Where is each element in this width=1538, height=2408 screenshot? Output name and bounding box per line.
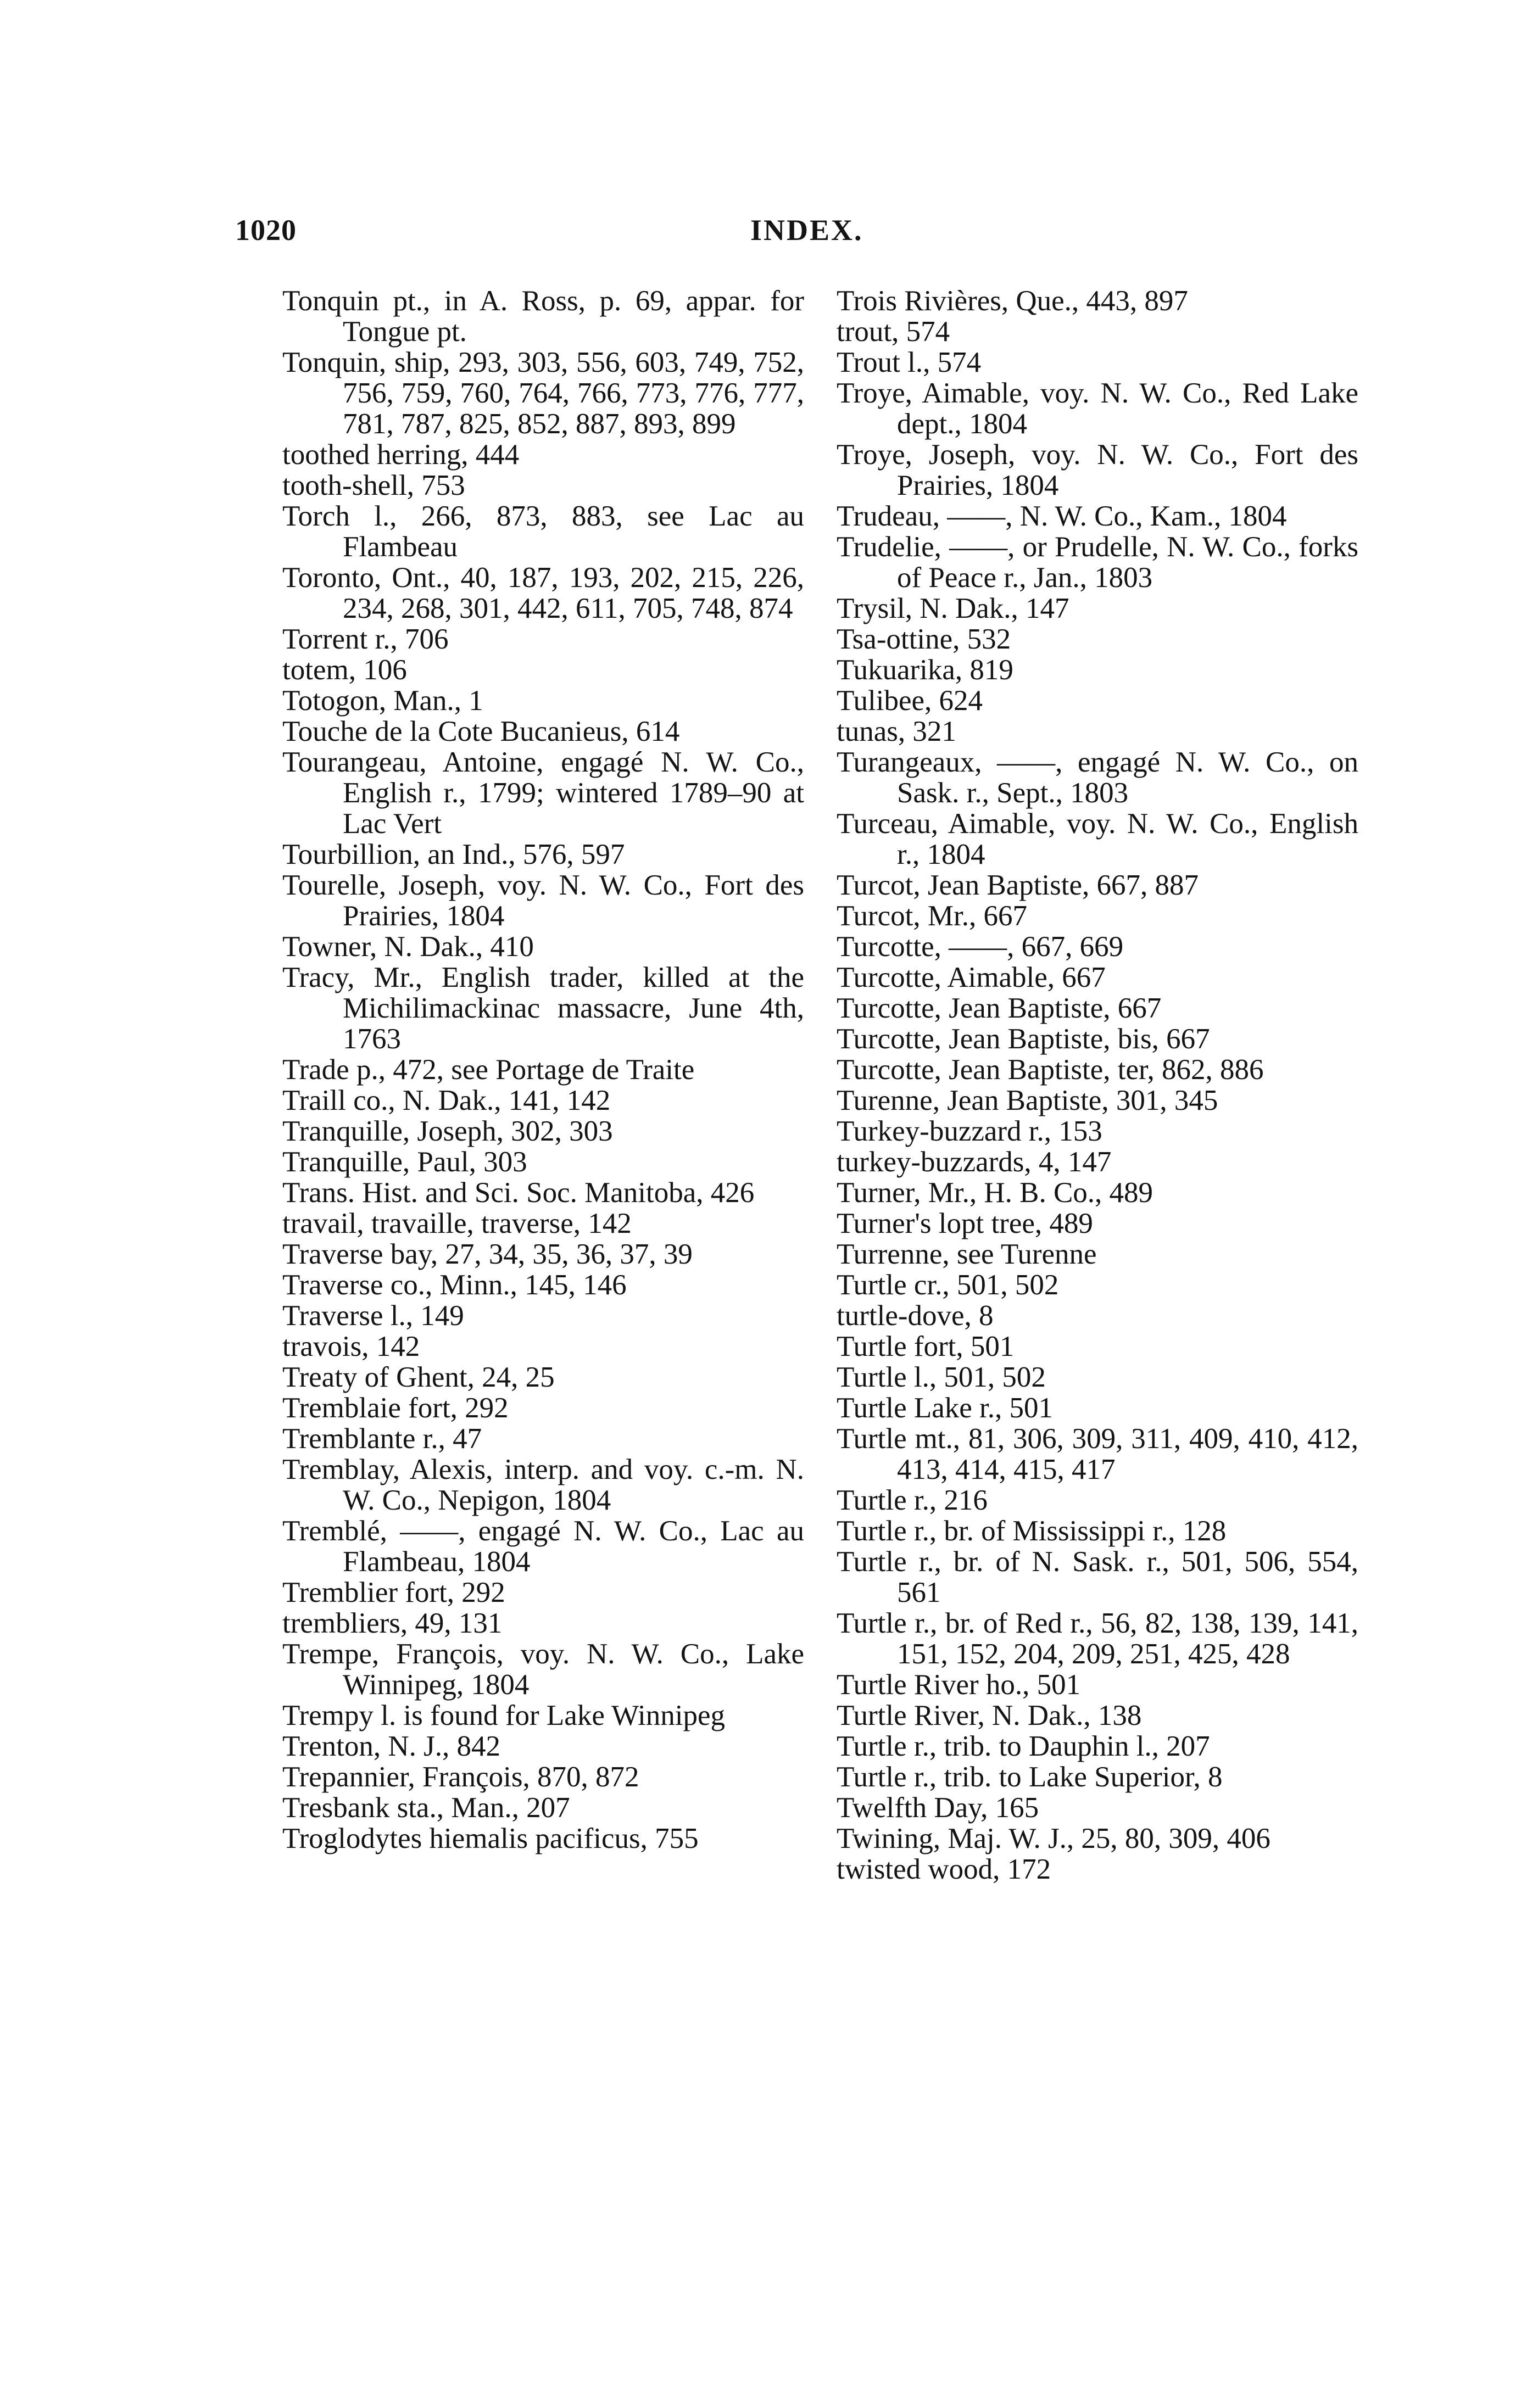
index-entry: turkey-buzzards, 4, 147	[837, 1146, 1112, 1178]
index-entry: Tulibee, 624	[837, 685, 983, 717]
index-entry: Turkey-buzzard r., 153	[837, 1115, 1102, 1147]
index-entry: Tremblier fort, 292	[282, 1577, 505, 1608]
index-column-left	[282, 286, 804, 1854]
index-entry: Turtle r., br. of N. Sask. r., 501, 506, 554, 561	[837, 1546, 1358, 1608]
index-entry: tooth-shell, 753	[282, 470, 465, 501]
index-entry: Trudeau, ——, N. W. Co., Kam., 1804	[837, 500, 1287, 532]
index-entry: travail, travaille, traverse, 142	[282, 1208, 632, 1239]
index-entry: Tukuarika, 819	[837, 654, 1013, 686]
index-entry: Turcotte, Jean Baptiste, 667	[837, 992, 1162, 1024]
index-entry: Torrent r., 706	[282, 623, 449, 655]
index-entry: Trenton, N. J., 842	[282, 1730, 501, 1762]
index-entry: Tracy, Mr., English trader, killed at the Michilimackinac massacre, June 4th, 1763	[282, 962, 804, 1055]
index-entry: Trysil, N. Dak., 147	[837, 593, 1069, 624]
index-entry: Turcotte, Jean Baptiste, ter, 862, 886	[837, 1054, 1264, 1086]
index-entry: Troye, Joseph, voy. N. W. Co., Fort des Prairies, 1804	[837, 439, 1358, 501]
index-entry: Turtle r., br. of Red r., 56, 82, 138, 139, 141, 151, 152, 204, 209, 251, 425, 428	[837, 1607, 1358, 1670]
running-head: INDEX.	[750, 214, 863, 247]
index-entry: Turcot, Mr., 667	[837, 900, 1028, 932]
index-entry: Troye, Aimable, voy. N. W. Co., Red Lake dept., 1804	[837, 377, 1358, 440]
index-entry: twisted wood, 172	[837, 1853, 1051, 1885]
index-entry: Tremblante r., 47	[282, 1423, 482, 1455]
index-column-right	[837, 286, 1358, 1885]
index-entry: Turtle River ho., 501	[837, 1669, 1081, 1701]
index-entry: Tsa-ottine, 532	[837, 623, 1011, 655]
index-entry: travois, 142	[282, 1331, 420, 1362]
index-entry: Tremblé, ——, engagé N. W. Co., Lac au Flambeau, 1804	[282, 1515, 804, 1578]
index-entry: Tourangeau, Antoine, engagé N. W. Co., English r., 1799; wintered 1789–90 at Lac Vert	[282, 746, 804, 840]
index-entry: Turtle fort, 501	[837, 1331, 1015, 1362]
index-entry: Traill co., N. Dak., 141, 142	[282, 1085, 611, 1116]
index-entry: Turrenne, see Turenne	[837, 1238, 1097, 1270]
index-entry: Trans. Hist. and Sci. Soc. Manitoba, 426	[282, 1177, 755, 1209]
index-entry: Turner's lopt tree, 489	[837, 1208, 1093, 1239]
index-entry: Toronto, Ont., 40, 187, 193, 202, 215, 226, 234, 268, 301, 442, 611, 705, 748, 874	[282, 562, 804, 624]
index-entry: Trois Rivières, Que., 443, 897	[837, 285, 1188, 317]
index-entry: Turcot, Jean Baptiste, 667, 887	[837, 869, 1199, 901]
index-entry: Trade p., 472, see Portage de Traite	[282, 1054, 695, 1086]
index-entry: Trepannier, François, 870, 872	[282, 1761, 639, 1793]
index-entry: Tranquille, Paul, 303	[282, 1146, 527, 1178]
index-entry: Tranquille, Joseph, 302, 303	[282, 1115, 613, 1147]
index-entry: Tourelle, Joseph, voy. N. W. Co., Fort des Prairies, 1804	[282, 869, 804, 932]
index-entry: Trempe, François, voy. N. W. Co., Lake Winnipeg, 1804	[282, 1638, 804, 1701]
index-entry: Twining, Maj. W. J., 25, 80, 309, 406	[837, 1823, 1270, 1854]
index-entry: Twelfth Day, 165	[837, 1792, 1039, 1824]
page-number: 1020	[235, 214, 297, 247]
index-entry: Trout l., 574	[837, 347, 982, 378]
index-entry: Turtle l., 501, 502	[837, 1361, 1046, 1393]
index-entry: Troglodytes hiemalis pacificus, 755	[282, 1823, 699, 1854]
index-entry: Turtle River, N. Dak., 138	[837, 1700, 1142, 1731]
index-entry: totem, 106	[282, 654, 407, 686]
index-entry: Turtle r., trib. to Lake Superior, 8	[837, 1761, 1223, 1793]
index-entry: Torch l., 266, 873, 883, see Lac au Flambeau	[282, 500, 804, 563]
index-entry: Trempy l. is found for Lake Winnipeg	[282, 1700, 726, 1731]
index-entry: Towner, N. Dak., 410	[282, 931, 534, 963]
index-entry: Totogon, Man., 1	[282, 685, 483, 717]
index-entry: Tonquin pt., in A. Ross, p. 69, appar. for Tongue pt.	[282, 285, 804, 348]
index-entry: Tremblay, Alexis, interp. and voy. c.-m. N. W. Co., Nepigon, 1804	[282, 1454, 804, 1516]
index-entry: Turner, Mr., H. B. Co., 489	[837, 1177, 1154, 1209]
index-entry: Turtle r., br. of Mississippi r., 128	[837, 1515, 1227, 1547]
index-entry: Traverse co., Minn., 145, 146	[282, 1269, 627, 1301]
index-entry: Turtle mt., 81, 306, 309, 311, 409, 410, 412, 413, 414, 415, 417	[837, 1423, 1358, 1485]
index-entry: Treaty of Ghent, 24, 25	[282, 1361, 555, 1393]
index-entry: tunas, 321	[837, 716, 956, 747]
index-entry: Turceau, Aimable, voy. N. W. Co., English r., 1804	[837, 808, 1358, 870]
index-entry: Trudelie, ——, or Prudelle, N. W. Co., forks of Peace r., Jan., 1803	[837, 531, 1358, 594]
index-entry: Tremblaie fort, 292	[282, 1392, 509, 1424]
index-entry: Touche de la Cote Bucanieus, 614	[282, 716, 680, 747]
index-entry: toothed herring, 444	[282, 439, 520, 471]
index-entry: Tourbillion, an Ind., 576, 597	[282, 839, 625, 870]
index-entry: Turenne, Jean Baptiste, 301, 345	[837, 1085, 1218, 1116]
index-entry: Traverse l., 149	[282, 1300, 464, 1332]
index-entry: turtle-dove, 8	[837, 1300, 994, 1332]
index-entry: Turtle cr., 501, 502	[837, 1269, 1059, 1301]
index-entry: trembliers, 49, 131	[282, 1607, 503, 1639]
index-entry: Turcotte, Jean Baptiste, bis, 667	[837, 1023, 1210, 1055]
index-entry: Turtle r., trib. to Dauphin l., 207	[837, 1730, 1210, 1762]
index-entry: trout, 574	[837, 316, 950, 348]
index-entry: Turtle Lake r., 501	[837, 1392, 1054, 1424]
index-entry: Turcotte, ——, 667, 669	[837, 931, 1124, 963]
index-entry: Turtle r., 216	[837, 1484, 988, 1516]
index-entry: Turangeaux, ——, engagé N. W. Co., on Sask. r., Sept., 1803	[837, 746, 1358, 809]
index-entry: Traverse bay, 27, 34, 35, 36, 37, 39	[282, 1238, 693, 1270]
index-entry: Tresbank sta., Man., 207	[282, 1792, 570, 1824]
index-entry: Tonquin, ship, 293, 303, 556, 603, 749, 752, 756, 759, 760, 764, 766, 773, 776, 777, 781, 787, 825, 852, 887, 893, 899	[282, 347, 804, 440]
index-entry: Turcotte, Aimable, 667	[837, 962, 1106, 993]
